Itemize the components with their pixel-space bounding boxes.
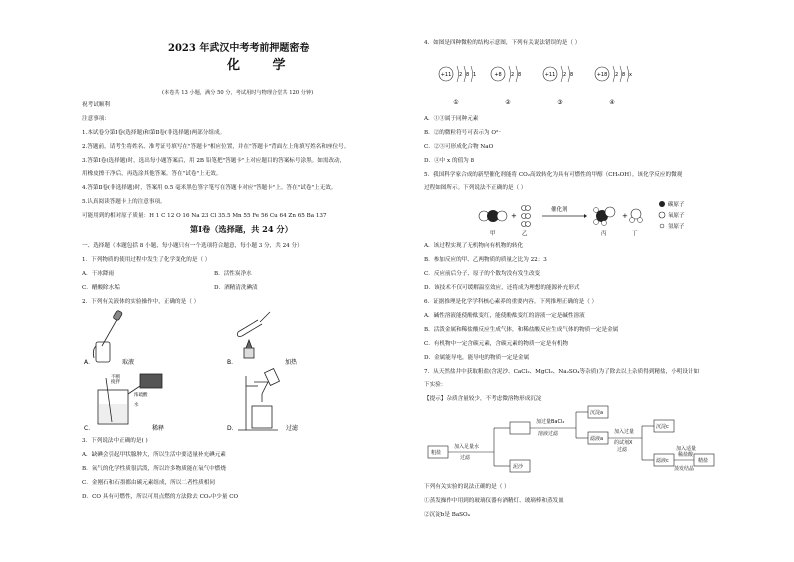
q4-option-a: A．①③属于同种元素 <box>424 116 479 122</box>
q5-stem-1: 5．我国科学家合成的新型催化剂能将 CO₂高效转化为具有可燃性的甲醇（CH₃OH）。该化学反应的微观 <box>424 172 683 178</box>
species-bing: 丙 <box>601 231 607 237</box>
nucleus-charge: +11 <box>544 72 556 78</box>
electron-count: 2 <box>459 72 463 78</box>
heating-setup-icon <box>238 312 271 358</box>
flow-box-filtrate-1 <box>510 422 530 434</box>
q4-stem: 4．如图是四种微粒的结构示意图，下列有关说法错误的是（ ） <box>424 40 581 46</box>
q2-c-tag-acid: 浓硫酸 <box>134 393 148 398</box>
atom-diagram <box>491 66 521 106</box>
q1-stem: 1．下列物质的使用过程中发生了化学变化的是（ ） <box>82 257 211 263</box>
q6-option-a: A．碱性溶液能使酚酞变红，能使酚酞变红的溶液一定是碱性溶液 <box>424 313 585 319</box>
flow-step4-bottom: 蒸发结晶 <box>674 466 695 472</box>
exam-title: 2023 年武汉中考考前押题密卷 <box>168 43 310 54</box>
q2-option-c: C． <box>84 425 95 432</box>
q7-hint: 【提示】杂质含量较少，不考虑微溶物形成沉淀 <box>424 396 542 402</box>
flow-crude: 粗盐 <box>431 450 442 456</box>
q2-option-b: B． <box>227 359 238 366</box>
legend <box>659 200 685 230</box>
q2-c-tag-stir: 不断 <box>111 375 120 380</box>
q7-option-1: ①蒸发操作中用到的玻璃仪器有酒精灯、玻璃棒和蒸发皿 <box>424 498 564 504</box>
water-molecule-icon <box>630 209 643 223</box>
subject-title: 化 学 <box>227 58 300 73</box>
q6-option-b: B．活泼金属和稀盐酸反应生成气体，和稀盐酸反应生成气体的物质一定是金属 <box>424 327 619 333</box>
legend-hydrogen: 氢原子 <box>668 224 685 230</box>
q3-option-a: A．缺碘会引起甲状腺肿大，所以生活中要适量补充碘元素 <box>82 452 226 458</box>
flow-filtrate-c: 滤液c <box>656 458 669 464</box>
dropper-icon <box>93 310 122 362</box>
exam-subtitle: (本卷共 13 小题，满分 50 分，考试用时与物理合堂共 120 分钟) <box>162 90 314 96</box>
species-ding: 丁 <box>632 231 638 237</box>
q4-option-b: B．②的微粒符号可表示为 O²⁻ <box>424 130 502 136</box>
q2-b-label: 加热 <box>285 359 298 366</box>
svg-text:+: + <box>622 212 628 220</box>
q7-sub: 下列有关实验的说法正确的是（ ） <box>424 484 510 490</box>
filtration-setup-icon <box>238 369 279 430</box>
flow-mud: 泥沙 <box>513 464 524 470</box>
flow-precip-a: 沉淀a <box>590 410 604 416</box>
instruction-line: 3.答第Ⅰ卷(选择题)时，选出每小题答案后，用 2B 铅笔把"答题卡"上对应题目的答案标号涂黑。如需改动， <box>82 158 346 164</box>
instruction-line: 4.答第Ⅱ卷(非选择题)时，答案用 0.5 毫米黑色签字笔写在答题卡对应"答题卡"上。答在"试卷"上无效。 <box>82 185 337 191</box>
q4-option-c: C．②③可形成化合物 NaO <box>424 144 494 150</box>
atom-diagram <box>439 66 476 106</box>
instruction-line: 注意事项： <box>82 116 110 122</box>
electron-count: 8 <box>518 72 522 78</box>
q3-option-d: D．CO 具有可燃性，所以可用点燃的方法除去 CO₂中少量 CO <box>82 494 239 500</box>
q2-apparatus-figure <box>82 306 382 436</box>
co2-molecule-icon <box>479 210 507 222</box>
electron-count: 2 <box>511 72 515 78</box>
q5-stem-2: 过程如图所示。下列说法不正确的是（ ） <box>424 185 527 191</box>
flow-refined: 精盐 <box>698 458 709 464</box>
q2-d-label: 过滤 <box>286 425 299 432</box>
q7-stem-2: 下实验： <box>424 382 447 388</box>
legend-oxygen: 氧原子 <box>668 213 685 219</box>
flow-step3-mid: 的试剂X <box>614 440 633 446</box>
q2-a-label: 取液 <box>122 359 135 366</box>
electron-count: 8 <box>622 72 626 78</box>
flow-step3-top: 加入过量 <box>614 429 635 435</box>
atom-label: ① <box>453 99 459 106</box>
q2-stem: 2．下列有关液体的实验操作中，正确的是（ ） <box>82 299 200 305</box>
q7-option-2: ②沉淀b是 BaSO₄ <box>424 512 470 518</box>
q6-option-d: D．金属能导电，能导电的物质一定是金属 <box>424 355 530 361</box>
q1-option-c: C．醋酸除水垢 <box>82 285 120 291</box>
electron-count: 2 <box>615 72 619 78</box>
electron-count: 8 <box>466 72 470 78</box>
flow-step2-top: 加过量BaCl₂ <box>536 419 565 425</box>
atom-diagram <box>595 66 632 106</box>
instruction-line: 1.本试卷分第Ⅰ卷(选择题)和第Ⅱ卷(非选择题)两部分组成。 <box>82 130 226 136</box>
q6-option-c: C．有机物中一定含碳元素，含碳元素的物质一定是有机物 <box>424 341 569 347</box>
instruction-line: 5.认真阅读答题卡上的注意事项。 <box>82 199 166 205</box>
atom-structure-group <box>439 66 632 106</box>
flow-step3-bottom: 过滤 <box>617 447 628 453</box>
atom-label: ④ <box>609 99 615 106</box>
nucleus-charge: +18 <box>596 72 608 78</box>
instruction-line: 2.答题前，请考生将姓名、准考证号填写在"答题卡"相应位置，并在"答题卡"背面左上角填写姓名和座位号。 <box>82 144 350 150</box>
catalyst-label: 催化剂 <box>551 207 568 213</box>
electron-count: x <box>629 72 632 78</box>
q5-option-c: C．反应前后分子、原子的个数均没有发生改变 <box>424 271 541 277</box>
q2-c-tag-stir2: 搅拌 <box>111 380 120 385</box>
q5-option-b: B．参加反应的甲、乙两物质的质量之比为 22：3 <box>424 257 547 263</box>
flow-filtrate-a: 滤液a <box>590 436 604 442</box>
flow-step1-top: 加入足量水 <box>454 444 480 450</box>
q1-option-a: A．干冰降雨 <box>82 271 115 277</box>
nucleus-charge: +11 <box>440 72 452 78</box>
instruction-line: 用橡皮擦干净后，再选涂其他答案。答在"试卷"上无效。 <box>82 171 222 177</box>
flow-step4-mid: 稀盐酸 <box>678 452 694 458</box>
q2-option-d: D． <box>227 425 238 432</box>
q3-stem: 3．下列说法中正确的是( ) <box>82 438 148 444</box>
q5-option-d: D．该技术不仅可缓解温室效应，还将成为理想的能源补充形式 <box>424 285 580 291</box>
part1-heading: 第Ⅰ卷（选择题，共 24 分） <box>190 224 293 234</box>
flow-precip-c: 沉淀c <box>656 424 669 430</box>
q2-c-label: 稀释 <box>152 425 165 432</box>
electron-count: 1 <box>473 72 477 78</box>
atom-diagram <box>543 66 573 106</box>
methanol-molecule-icon <box>594 207 616 226</box>
part1-intro: 一、选择题（本题包括 8 小题，每小题只有一个选项符合题意，每小题 3 分，共 24 分） <box>82 243 303 249</box>
q2-c-tag-water: 水 <box>134 403 139 408</box>
flow-step1-bottom: 过滤 <box>460 455 471 461</box>
q1-option-d: D．酒精清洗碘渍 <box>214 285 258 291</box>
q3-option-c: C．金刚石和石墨都由碳元素组成，所以二者性质相同 <box>82 480 215 486</box>
instructions-heading: 祝考试顺利 <box>82 102 110 108</box>
electron-count: 8 <box>570 72 574 78</box>
q5-option-a: A．该过程实现了无机物向有机物的转化 <box>424 243 524 249</box>
q7-stem-1: 7．从天然盐井中获取粗盐(含泥沙、CaCl₂、MgCl₂、Na₂SO₄等杂质)为了除去以上杂质得到精盐，小明设计如 <box>424 369 700 375</box>
flow-step4-top: 加入适量 <box>676 446 697 452</box>
electron-count: 2 <box>563 72 567 78</box>
species-jia: 甲 <box>490 231 496 237</box>
legend-carbon: 碳原子 <box>668 202 685 208</box>
h2-molecule-icon <box>522 206 531 227</box>
q1-option-b: B．活性炭净水 <box>214 271 252 277</box>
atom-label: ② <box>505 99 511 106</box>
species-yi: 乙 <box>522 231 528 237</box>
flow-step2-mid: 溶液过滤 <box>538 431 559 437</box>
q2-option-a: A． <box>84 359 95 366</box>
q7-flowchart <box>424 404 724 484</box>
q3-option-b: B．氧气的化学性质很活泼，所以许多物质能在氧气中燃烧 <box>82 466 226 472</box>
svg-text:+: + <box>511 212 517 220</box>
q6-stem: 6．证据推理是化学学科核心素养的重要内容。下列推理正确的是（ ） <box>424 299 598 305</box>
q4-option-d: D．④中 x 的值为 8 <box>424 158 475 164</box>
atom-label: ③ <box>557 99 563 106</box>
atomic-masses: 可能用到的相对原子质量：H 1 C 12 O 16 Na 23 Cl 35.5 Mn 55 Fe 56 Cu 64 Zn 65 Ba 137 <box>82 213 327 219</box>
q4-atom-diagrams <box>434 56 644 112</box>
q5-reaction-diagram <box>464 196 704 238</box>
dilution-setup-icon <box>98 374 162 424</box>
nucleus-charge: +8 <box>494 72 502 78</box>
